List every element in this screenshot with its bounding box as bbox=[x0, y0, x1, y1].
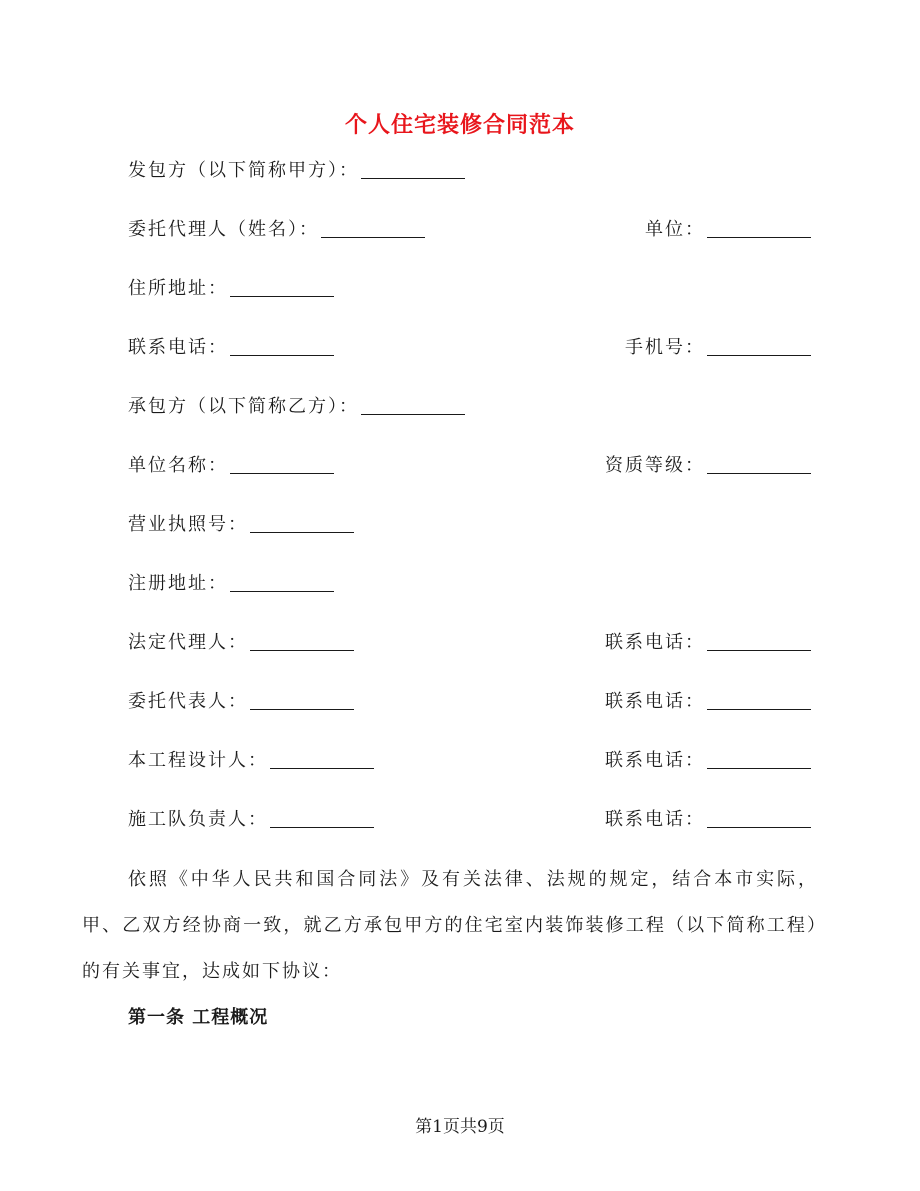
field-row bbox=[128, 156, 811, 186]
fill-blank bbox=[230, 276, 334, 297]
field-row bbox=[128, 569, 811, 599]
field-label: 法定代理人： bbox=[128, 632, 248, 653]
field-label: 承包方（以下简称乙方）： bbox=[128, 396, 359, 417]
field-label: 联系电话： bbox=[605, 809, 705, 830]
fill-blank bbox=[250, 689, 354, 710]
fill-blank bbox=[270, 748, 374, 769]
field-row bbox=[128, 274, 811, 304]
fill-blank bbox=[707, 335, 811, 356]
field-label: 单位名称： bbox=[128, 455, 228, 476]
field-label: 单位： bbox=[645, 219, 705, 240]
fill-blank bbox=[230, 453, 334, 474]
field-row bbox=[128, 333, 811, 363]
field-row bbox=[128, 628, 811, 658]
fill-blank bbox=[707, 807, 811, 828]
fill-blank bbox=[707, 689, 811, 710]
field-label: 联系电话： bbox=[605, 632, 705, 653]
field-label: 施工队负责人： bbox=[128, 809, 268, 830]
field-row bbox=[128, 687, 811, 717]
field-label: 联系电话： bbox=[605, 691, 705, 712]
fill-blank bbox=[230, 335, 334, 356]
fill-blank bbox=[707, 748, 811, 769]
field-label: 联系电话： bbox=[128, 337, 228, 358]
field-row bbox=[128, 510, 811, 540]
field-row bbox=[128, 392, 811, 422]
fill-blank bbox=[250, 630, 354, 651]
fill-blank bbox=[707, 630, 811, 651]
field-label: 委托代表人： bbox=[128, 691, 248, 712]
field-row bbox=[128, 215, 811, 245]
field-label: 营业执照号： bbox=[128, 514, 248, 535]
fill-blank bbox=[270, 807, 374, 828]
field-row bbox=[128, 451, 811, 481]
fill-blank bbox=[230, 571, 334, 592]
field-label: 住所地址： bbox=[128, 278, 228, 299]
field-label: 手机号： bbox=[625, 337, 705, 358]
fill-blank bbox=[321, 217, 425, 238]
intro-paragraph: 依照《中华人民共和国合同法》及有关法律、法规的规定，结合本市实际，甲、乙双方经协商一致，就乙方承包甲方的住宅室内装饰装修工程（以下简称工程）的有关事宜，达成如下协议： bbox=[82, 869, 818, 982]
field-label: 注册地址： bbox=[128, 573, 228, 594]
field-row bbox=[128, 805, 811, 835]
section-heading: 第一条 工程概况 bbox=[128, 1007, 269, 1028]
field-row bbox=[128, 746, 811, 776]
field-label: 发包方（以下简称甲方）： bbox=[128, 160, 359, 181]
fill-blank bbox=[707, 217, 811, 238]
fill-blank bbox=[361, 394, 465, 415]
fill-blank bbox=[707, 453, 811, 474]
page-footer: 第1页共9页 bbox=[415, 1117, 505, 1137]
document-title: 个人住宅装修合同范本 bbox=[344, 113, 575, 138]
field-label: 委托代理人（姓名）： bbox=[128, 219, 319, 240]
fill-blank bbox=[250, 512, 354, 533]
field-label: 资质等级： bbox=[605, 455, 705, 476]
fill-blank bbox=[361, 158, 465, 179]
field-label: 本工程设计人： bbox=[128, 750, 268, 771]
field-label: 联系电话： bbox=[605, 750, 705, 771]
